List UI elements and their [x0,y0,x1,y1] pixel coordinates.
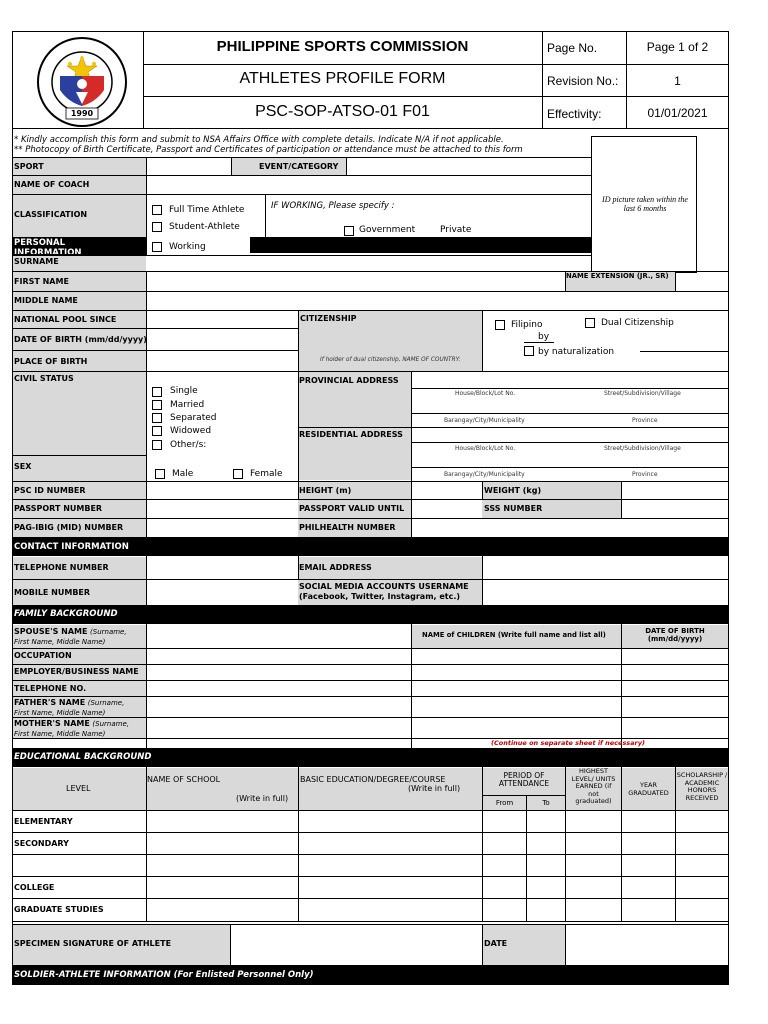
psc-seal [30,36,134,128]
student-label: Student-Athlete [169,222,240,232]
child-dob-text: DATE OF BIRTH [645,627,705,635]
family-bg-heading: FAMILY BACKGROUND [14,609,118,619]
graduate-school-field[interactable] [147,899,297,921]
height-field[interactable] [412,482,481,499]
course-header: BASIC EDUCATION/DEGREE/COURSE [300,775,446,784]
date-field[interactable] [566,925,728,965]
prov-province-sublabel: Province [632,417,658,424]
male-checkbox[interactable] [155,469,165,479]
form-title: ATHLETES PROFILE FORM [239,70,446,87]
citizenship-label: CITIZENSHIP [300,314,357,323]
form-code: PSC-SOP-ATSO-01 F01 [255,103,430,120]
surname-field[interactable] [147,256,591,271]
if-working-label: IF WORKING, Please specify : [271,201,395,211]
mobile-field[interactable] [147,580,297,605]
secondary-school-field[interactable] [147,833,297,854]
mobile-label: MOBILE NUMBER [14,588,91,597]
full-time-label: Full Time Athlete [169,205,245,215]
residential-address-field[interactable] [412,428,728,442]
pagibig-field[interactable] [147,519,297,537]
occupation-field[interactable] [147,649,410,664]
married-label: Married [170,400,205,410]
personal-info-heading: PERSONAL INFORMATION [14,238,82,254]
psc-id-field[interactable] [147,482,297,499]
national-pool-field[interactable] [147,311,297,328]
telephone-label: TELEPHONE NUMBER [14,563,109,572]
weight-field[interactable] [622,482,728,499]
female-checkbox[interactable] [233,469,243,479]
id-picture-note: ID picture taken within the last 6 months [602,195,688,213]
social-media-label: SOCIAL MEDIA ACCOUNTS USERNAME [299,582,469,591]
national-pool-label: NATIONAL POOL SINCE [14,315,117,324]
mother-name-text: MOTHER'S NAME [14,719,90,728]
filipino-label: Filipino [511,320,543,330]
res-province-sublabel: Province [632,471,658,478]
dual-citizenship-checkbox[interactable] [585,318,595,328]
page-no-label: Page No. [547,41,598,55]
passport-number-label: PASSPORT NUMBER [14,504,103,513]
highest-header: HIGHEST LEVEL/ UNITS EARNED (if not graduated) [571,768,616,805]
prov-street-sublabel: Street/Subdivision/Village [604,390,681,397]
children-list-field[interactable] [412,649,620,738]
dual-country-field[interactable] [483,351,728,371]
graduate-label: GRADUATE STUDIES [14,905,104,914]
residential-address-label: RESIDENTIAL ADDRESS [299,430,403,439]
male-label: Male [172,469,194,479]
year-grad-header: YEAR GRADUATED [628,781,669,797]
children-label: NAME of CHILDREN (Write full name and list all) [422,631,606,639]
government-label: Government [359,225,416,235]
school-header: NAME OF SCHOOL [147,775,221,784]
educ-bg-heading: EDUCATIONAL BACKGROUND [14,752,152,762]
revision-value: 1 [674,74,681,88]
social-media-field[interactable] [483,580,728,605]
res-street-sublabel: Street/Subdivision/Village [604,445,681,452]
psc-id-label: PSC ID NUMBER [14,486,86,495]
name-extension-field[interactable] [676,272,728,291]
middle-name-field[interactable] [147,292,728,310]
others-label: Other/s: [170,440,207,450]
elementary-label: ELEMENTARY [14,817,73,826]
spouse-name-field[interactable] [147,625,410,648]
height-label: HEIGHT (m) [299,486,352,495]
sex-label: SEX [14,462,32,471]
date-label: DATE [484,939,508,948]
father-name-note-2: First Name, Middle Name) [14,709,106,717]
college-label: COLLEGE [14,883,55,892]
elementary-school-field[interactable] [147,811,297,832]
by-label: by [538,332,550,342]
student-checkbox[interactable] [152,222,162,232]
sport-label: SPORT [14,162,44,171]
spouse-name-note-2: First Name, Middle Name) [14,638,106,646]
sport-field[interactable] [147,158,230,175]
children-dob-field[interactable] [622,649,728,738]
effectivity-label: Effectivity: [547,107,602,121]
government-checkbox[interactable] [344,226,354,236]
soldier-heading: SOLDIER-ATHLETE INFORMATION (For Enlisted Personnel Only) [14,970,314,980]
family-telephone-field[interactable] [147,681,410,696]
name-extension-label: NAME EXTENSION (JR., SR) [566,272,669,280]
school-write-full: (Write in full) [236,794,289,803]
first-name-field[interactable] [147,272,564,291]
telephone-field[interactable] [147,557,297,579]
surname-label: SURNAME [14,257,59,266]
filipino-checkbox[interactable] [495,320,505,330]
widowed-label: Widowed [170,426,212,435]
father-name-text: FATHER'S NAME [14,698,86,707]
instruction-2: ** Photocopy of Birth Certificate, Passport and Certificates of participation or attendance must be attached to this form [14,145,523,155]
coach-label: NAME OF COACH [14,180,90,189]
effectivity-value: 01/01/2021 [647,106,708,120]
female-label: Female [250,469,283,479]
others-checkbox[interactable] [152,440,162,450]
email-label: EMAIL ADDRESS [299,563,372,572]
event-category-field[interactable] [347,158,591,175]
spouse-name-text: SPOUSE'S NAME [14,627,88,636]
sss-field[interactable] [622,500,728,518]
single-checkbox[interactable] [152,387,162,397]
seal-year: 1990 [70,109,94,118]
child-dob-sub: (mm/dd/yyyy) [647,635,703,643]
full-time-checkbox[interactable] [152,205,162,215]
philhealth-field[interactable] [412,519,728,537]
father-name-field[interactable] [147,697,410,717]
mother-name-label [14,719,129,739]
social-media-sublabel: (Facebook, Twitter, Instagram, etc.) [299,592,461,601]
civil-status-label: CIVIL STATUS [14,374,74,383]
mother-name-field[interactable] [147,718,410,738]
provincial-address-label: PROVINCIAL ADDRESS [299,376,399,385]
by-naturalization-label: by naturalization [538,347,615,357]
revision-label: Revision No.: [547,74,619,88]
mother-name-note: (Surname, [92,720,129,728]
separated-checkbox[interactable] [152,413,162,423]
employer-label: EMPLOYER/BUSINESS NAME [14,667,139,676]
separated-label: Separated [170,413,217,423]
signature-label: SPECIMEN SIGNATURE OF ATHLETE [14,939,172,948]
passport-valid-label: PASSPORT VALID UNTIL [299,504,405,513]
prov-barangay-sublabel: Barangay/City/Municipality [444,417,525,424]
married-checkbox[interactable] [152,400,162,410]
passport-number-field[interactable] [147,500,297,518]
event-category-label: EVENT/CATEGORY [259,162,339,171]
org-title: PHILIPPINE SPORTS COMMISSION [216,38,469,55]
middle-name-label: MIDDLE NAME [14,296,78,305]
child-dob-label [622,627,728,643]
dob-field[interactable] [147,329,297,350]
philhealth-label: PHILHEALTH NUMBER [299,523,396,532]
to-header: To [542,799,550,807]
classification-label: CLASSIFICATION [14,210,88,219]
pob-field[interactable] [147,351,297,371]
occupation-label: OCCUPATION [14,651,72,660]
res-barangay-sublabel: Barangay/City/Municipality [444,471,525,478]
sss-label: SSS NUMBER [484,504,543,513]
working-label: Working [169,242,206,252]
level-header: LEVEL [66,784,91,793]
res-house-sublabel: House/Block/Lot No. [455,445,516,452]
page-no-value: Page 1 of 2 [646,40,709,54]
passport-valid-field[interactable] [412,500,481,518]
continue-note: (Continue on separate sheet if necessary) [491,739,645,747]
single-label: Single [170,386,198,396]
prov-house-sublabel: House/Block/Lot No. [455,390,516,397]
first-name-label: FIRST NAME [14,277,69,286]
secondary-label: SECONDARY [14,839,69,848]
course-write-full: (Write in full) [408,784,461,793]
coach-field[interactable] [147,176,591,194]
signature-field[interactable] [231,925,481,965]
dob-label: DATE OF BIRTH (mm/dd/yyyy) [14,335,147,344]
spouse-name-label [14,627,127,647]
working-checkbox[interactable] [152,242,162,252]
mother-name-note-2: First Name, Middle Name) [14,730,106,738]
period-header: PERIOD OF ATTENDANCE [498,771,550,788]
father-name-label [14,698,124,718]
dual-country-note: If holder of dual citizenship, NAME OF COUNTRY: [320,357,461,363]
pob-label: PLACE OF BIRTH [14,357,88,366]
private-label: Private [440,225,472,235]
dual-citizenship-label: Dual Citizenship [601,318,674,328]
weight-label: WEIGHT (kg) [484,486,542,495]
provincial-address-field[interactable] [412,372,728,388]
college-school-field[interactable] [147,877,297,898]
scholarship-header: SCHOLARSHIP / ACADEMIC HONORS RECEIVED [676,771,728,802]
from-header: From [495,799,514,807]
telephone-no-label: TELEPHONE NO. [14,684,87,693]
widowed-checkbox[interactable] [152,426,162,436]
spouse-name-note: (Surname, [90,628,127,636]
pagibig-label: PAG-IBIG (MID) NUMBER [14,523,124,532]
father-name-note: (Surname, [87,699,125,707]
employer-field[interactable] [147,665,410,680]
email-field[interactable] [483,557,728,579]
instruction-1: * Kindly accomplish this form and submit to NSA Affairs Office with complete details. Indicate N/A if not applicable. [14,135,504,145]
contact-info-heading: CONTACT INFORMATION [14,542,129,552]
